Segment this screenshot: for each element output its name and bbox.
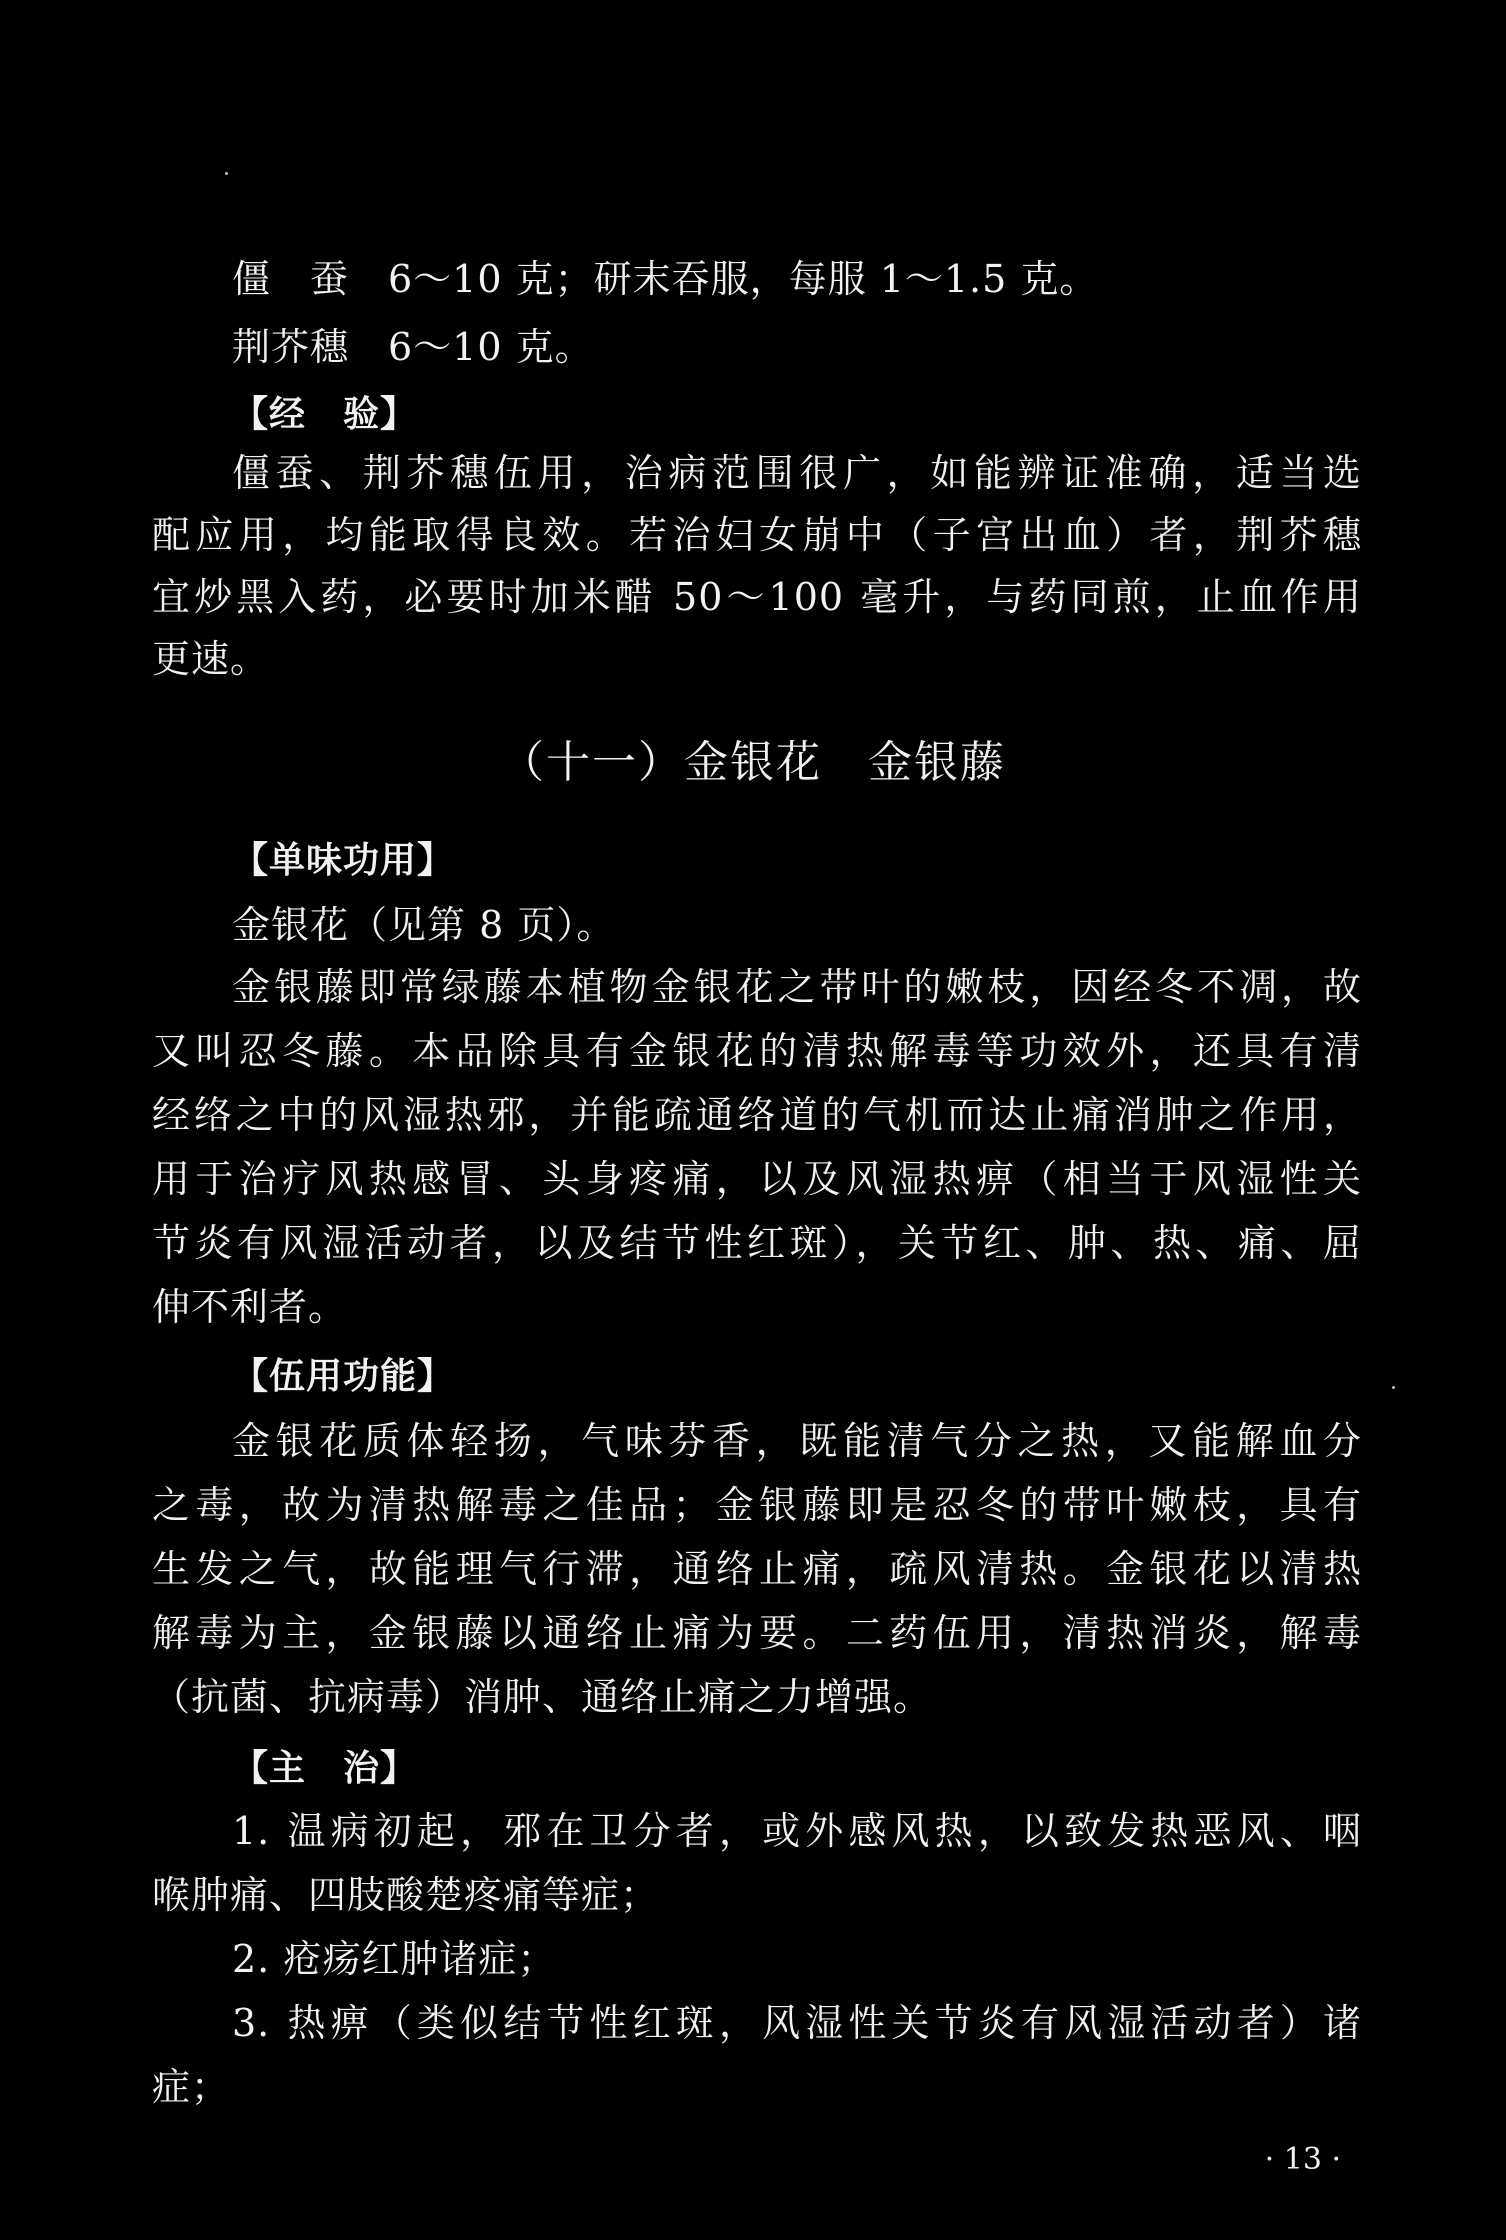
page-number: · 13 · xyxy=(1264,2142,1341,2177)
list-item-continuation: 症； xyxy=(152,2065,231,2109)
paragraph-line: 又叫忍冬藤。本品除具有金银花的清热解毒等功效外，还具有清 xyxy=(152,1029,1362,1073)
paragraph-line: 更速。 xyxy=(152,637,270,681)
paragraph-line: 节炎有风湿活动者，以及结节性红斑），关节红、肿、热、痛、屈 xyxy=(152,1221,1362,1265)
paragraph-line: 解毒为主，金银藤以通络止痛为要。二药伍用，清热消炎，解毒 xyxy=(152,1611,1362,1655)
paragraph-line: 配应用，均能取得良效。若治妇女崩中（子宫出血）者，荆芥穗 xyxy=(152,513,1362,557)
paragraph-line: （抗菌、抗病毒）消肿、通络止痛之力增强。 xyxy=(152,1675,933,1719)
paragraph-line: 宜炒黑入药，必要时加米醋 50～100 毫升，与药同煎，止血作用 xyxy=(152,575,1362,619)
paragraph-line: 之毒，故为清热解毒之佳品；金银藤即是忍冬的带叶嫩枝，具有 xyxy=(152,1483,1362,1527)
paragraph-line: 金银花质体轻扬，气味芬香，既能清气分之热，又能解血分 xyxy=(232,1419,1362,1463)
list-item: 2. 疮疡红肿诸症； xyxy=(232,1937,557,1981)
list-item: 3. 热痹（类似结节性红斑，风湿性关节炎有风湿活动者）诸 xyxy=(232,2001,1362,2045)
list-item-continuation: 喉肿痛、四肢酸楚疼痛等症； xyxy=(152,1873,660,1917)
paragraph-line: 伸不利者。 xyxy=(152,1285,348,1329)
paragraph-line: 经络之中的风湿热邪，并能疏通络道的气机而达止痛消肿之作用， xyxy=(152,1093,1362,1137)
section-heading-indications: 【主 治】 xyxy=(232,1748,418,1789)
paragraph-line: 金银花（见第 8 页）。 xyxy=(232,903,616,947)
list-item: 1. 温病初起，邪在卫分者，或外感风热，以致发热恶风、咽 xyxy=(232,1809,1362,1853)
section-heading-combined-use: 【伍用功能】 xyxy=(232,1356,455,1397)
scan-speck xyxy=(225,172,228,175)
section-heading-experience: 【经 验】 xyxy=(232,394,418,435)
paragraph-line: 生发之气，故能理气行滞，通络止痛，疏风清热。金银花以清热 xyxy=(152,1547,1362,1591)
paragraph-line: 僵蚕、荆芥穗伍用，治病范围很广，如能辨证准确，适当选 xyxy=(232,451,1362,495)
herb-dosage-line: 荆芥穗 6～10 克。 xyxy=(232,325,594,369)
section-heading-single-use: 【单味功用】 xyxy=(232,840,455,881)
scan-speck xyxy=(1392,1386,1395,1389)
paragraph-line: 金银藤即常绿藤本植物金银花之带叶的嫩枝，因经冬不凋，故 xyxy=(232,965,1362,1009)
paragraph-line: 用于治疗风热感冒、头身疼痛，以及风湿热痹（相当于风湿性关 xyxy=(152,1157,1362,1201)
herb-dosage-line: 僵 蚕 6～10 克；研末吞服，每服 1～1.5 克。 xyxy=(232,257,1099,301)
section-title: （十一）金银花 金银藤 xyxy=(500,737,1006,788)
